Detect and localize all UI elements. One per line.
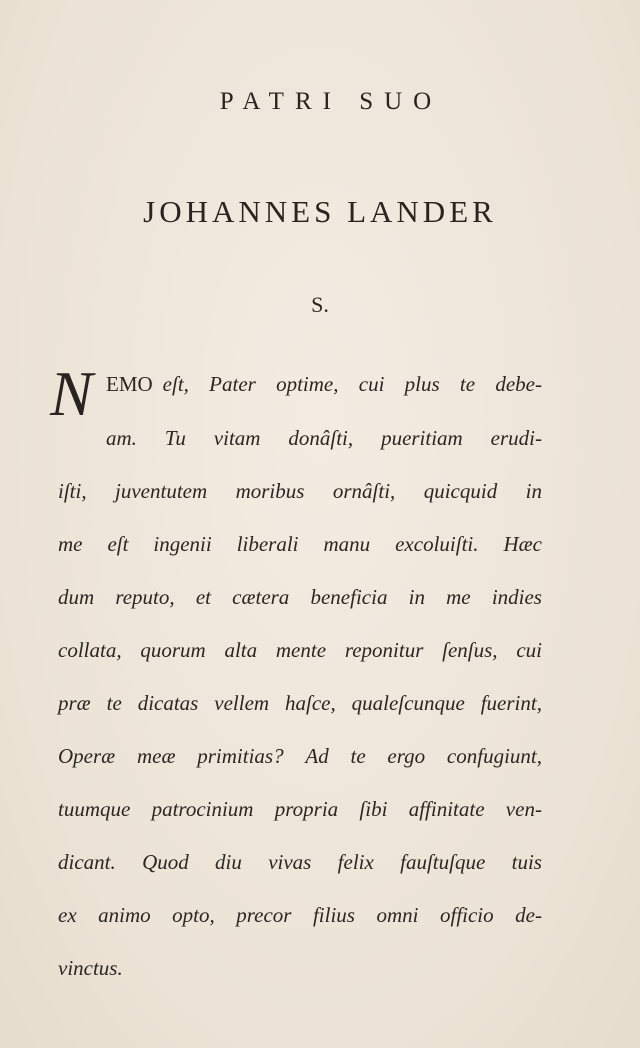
text-line: præ te dicatas vellem haſce, qualeſcunque fuerint, <box>58 691 542 715</box>
text-line: Operæ meæ primitias? Ad te ergo confugiunt, <box>58 744 542 768</box>
author-name: JOHANNES LANDER <box>143 194 497 229</box>
text-line: am. Tu vitam donâſti, pueritiam erudi- <box>106 426 542 450</box>
text-line: dicant. Quod diu vivas felix fauſtuſque tuis <box>58 850 542 874</box>
text-line: iſti, juventutem moribus ornâſti, quicquid in <box>58 479 542 503</box>
first-word-caps: EMO <box>106 372 153 396</box>
text-line-first <box>106 372 542 397</box>
first-line-rest: eſt, Pater optime, cui plus te debe- <box>162 372 542 396</box>
text-line: tuumque patrocinium propria ſibi affinitate ven- <box>58 797 542 821</box>
text-line: vinctus. <box>58 956 123 980</box>
drop-cap: N <box>50 358 93 429</box>
text-line: ex animo opto, precor filius omni officio de- <box>58 903 542 927</box>
text-line: me eſt ingenii liberali manu excoluiſti. Hæc <box>58 532 542 556</box>
salutation: S. <box>311 292 329 317</box>
text-line: dum reputo, et cætera beneficia in me indies <box>58 585 542 609</box>
text-line: collata, quorum alta mente reponitur ſenſus, cui <box>58 638 542 662</box>
dedication-heading: PATRI SUO <box>219 88 443 115</box>
